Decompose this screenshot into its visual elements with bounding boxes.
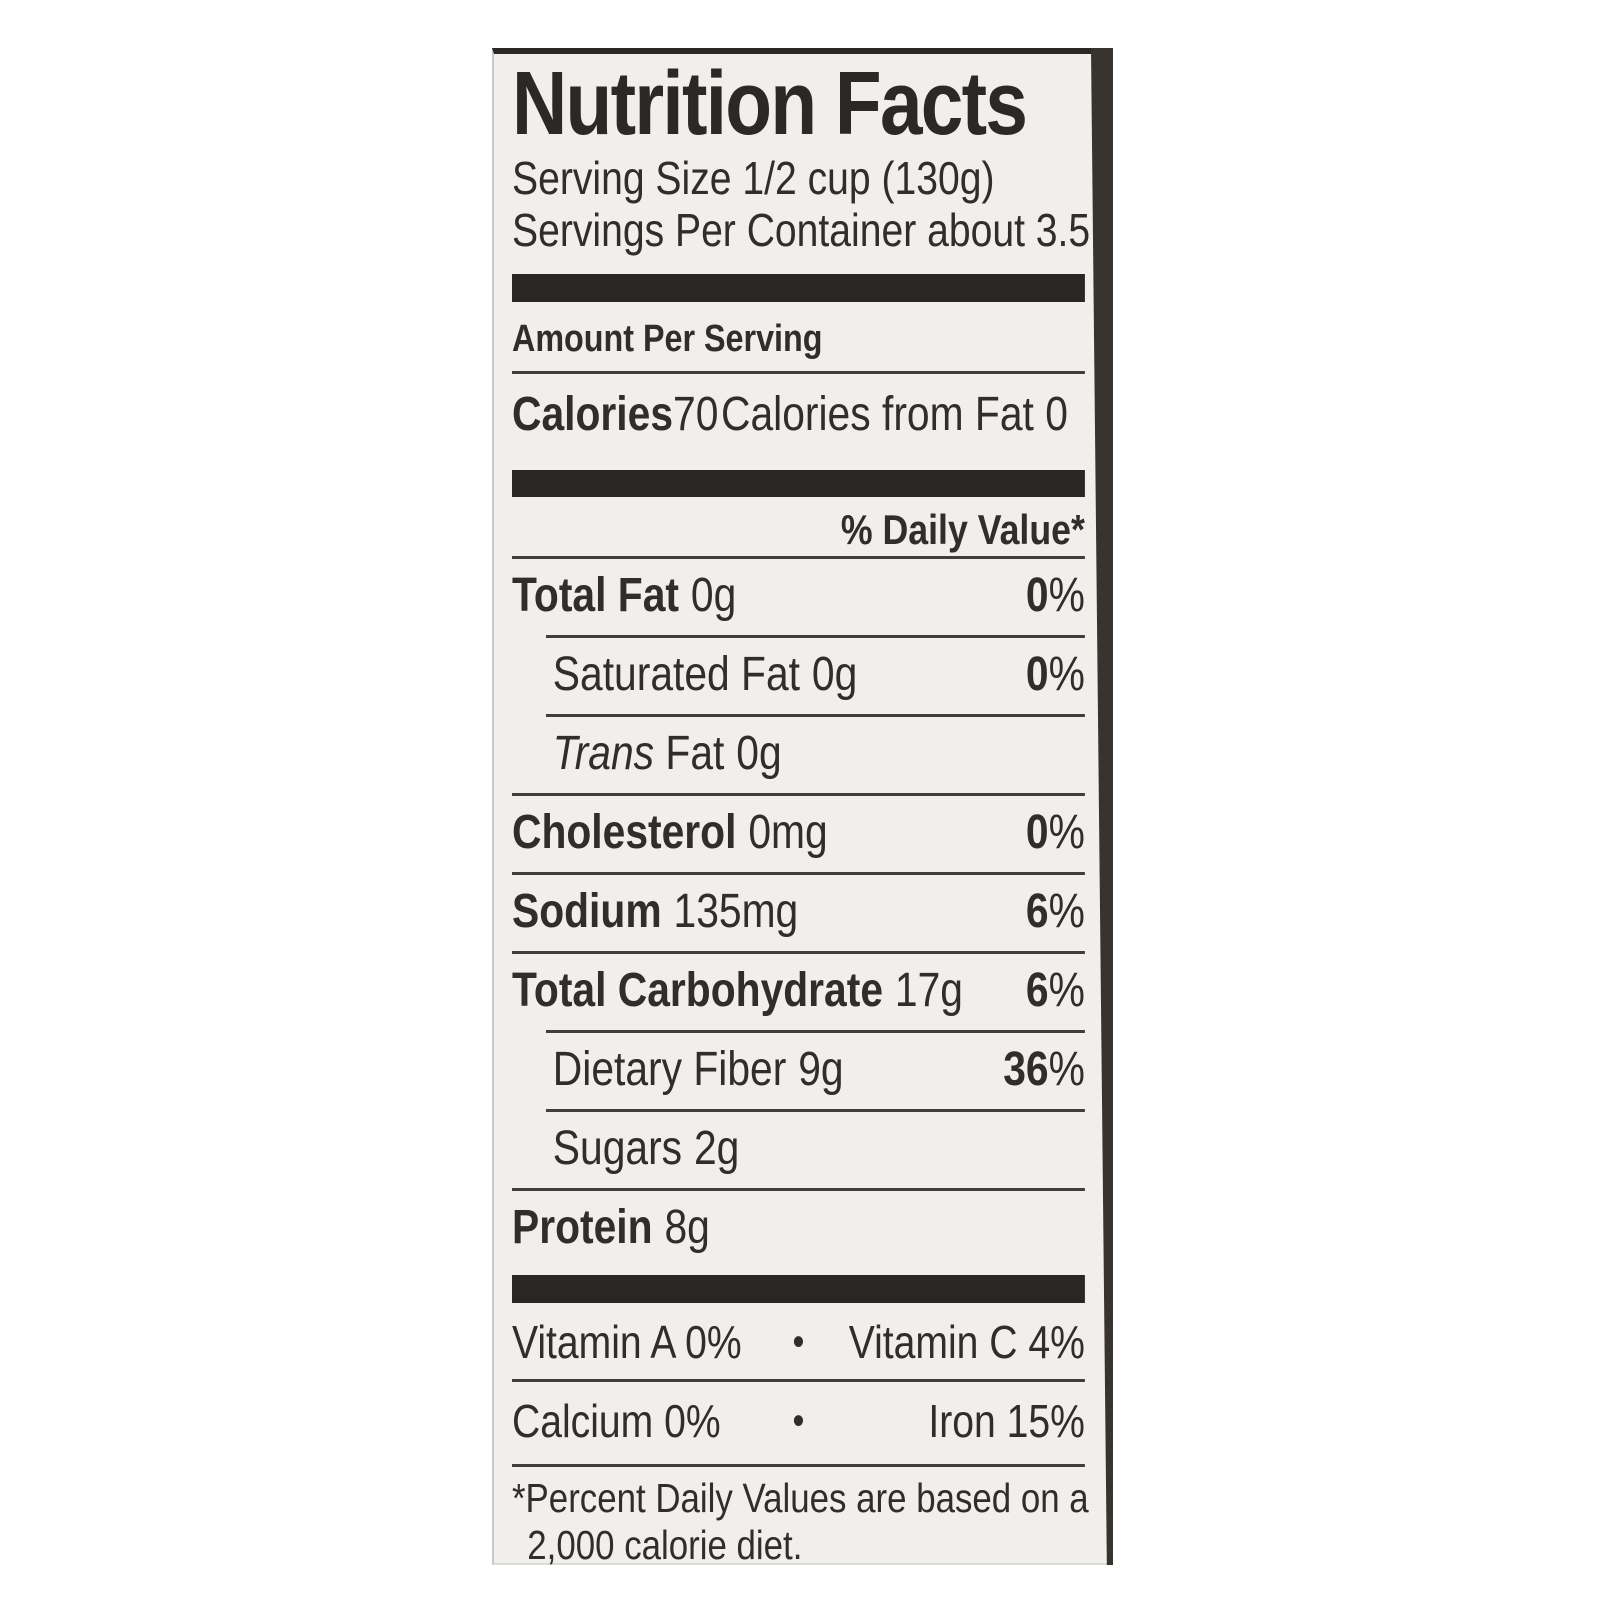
nutrient-row-protein bbox=[512, 1191, 1085, 1267]
footnote-line-1: *Percent Daily Values are based on a bbox=[512, 1475, 1089, 1521]
nutrient-name: Total Carbohydrate bbox=[512, 964, 884, 1017]
micronutrient-row-minerals bbox=[512, 1382, 1085, 1458]
micronutrient-right: Iron 15% bbox=[928, 1395, 1085, 1447]
bullet-separator: • bbox=[792, 1320, 805, 1364]
daily-value-percent: 6% bbox=[1025, 964, 1085, 1017]
nutrient-amount: 0mg bbox=[748, 806, 828, 859]
nutrient-row-sodium bbox=[512, 875, 1085, 951]
daily-value-percent: 0% bbox=[1025, 569, 1085, 622]
nutrient-cell bbox=[512, 571, 736, 621]
percent-sign: % bbox=[1048, 806, 1085, 859]
separator-bar-top bbox=[512, 274, 1085, 302]
nutrient-cell bbox=[512, 650, 857, 700]
nutrient-cell bbox=[512, 808, 828, 858]
bullet-separator: • bbox=[792, 1399, 805, 1443]
nutrient-name: Dietary Fiber bbox=[552, 1043, 787, 1096]
nutrient-amount: 135mg bbox=[673, 885, 799, 938]
nutrient-name: Sodium bbox=[512, 885, 662, 938]
serving-size-line: Serving Size 1/2 cup (130g) bbox=[512, 152, 995, 204]
micronutrient-left: Vitamin A 0% bbox=[512, 1316, 742, 1368]
percent-sign: % bbox=[1048, 648, 1085, 701]
nutrient-name: Sugars bbox=[552, 1122, 683, 1175]
calories-label: Calories bbox=[512, 388, 674, 441]
calories-cell bbox=[512, 390, 718, 440]
footnote bbox=[512, 1475, 1089, 1569]
daily-value-percent: 6% bbox=[1025, 885, 1085, 938]
servings-per-container-line: Servings Per Container about 3.5 bbox=[512, 204, 1091, 256]
nutrient-amount: 17g bbox=[894, 964, 964, 1017]
rule bbox=[512, 371, 1085, 374]
nutrient-name: Protein bbox=[512, 1201, 653, 1254]
nutrient-cell bbox=[512, 1203, 710, 1253]
micronutrient-left: Calcium 0% bbox=[512, 1395, 721, 1447]
daily-value-header: % Daily Value* bbox=[840, 506, 1085, 553]
percent-sign: % bbox=[1048, 1043, 1085, 1096]
separator-bar-mid bbox=[512, 470, 1085, 497]
amount-per-serving-heading: Amount Per Serving bbox=[512, 318, 823, 360]
nutrient-amount: 0g bbox=[811, 648, 858, 701]
nutrient-row-saturated-fat bbox=[512, 638, 1085, 714]
label-content bbox=[512, 54, 1091, 1569]
nutrient-amount: 8g bbox=[664, 1201, 710, 1254]
percent-sign: % bbox=[1048, 569, 1085, 622]
daily-value-percent: 0% bbox=[1025, 806, 1085, 859]
nutrient-name-italic: Trans bbox=[552, 727, 655, 780]
nutrient-row-dietary-fiber bbox=[512, 1033, 1085, 1109]
daily-value-percent: 36% bbox=[1003, 1043, 1085, 1096]
nutrient-name: Cholesterol bbox=[512, 806, 737, 859]
daily-value-percent: 0% bbox=[1025, 648, 1085, 701]
nutrient-row-total-carbohydrate bbox=[512, 954, 1085, 1030]
nutrient-cell bbox=[512, 887, 798, 937]
nutrient-row-cholesterol bbox=[512, 796, 1085, 872]
calories-value: 70 bbox=[673, 388, 719, 441]
nutrient-row-trans-fat bbox=[512, 717, 1085, 793]
nutrient-amount: 2g bbox=[693, 1122, 740, 1175]
nutrient-amount: 0g bbox=[690, 569, 737, 622]
nutrient-amount: 9g bbox=[798, 1043, 844, 1096]
nutrition-facts-label bbox=[492, 48, 1113, 1568]
nutrient-amount: 0g bbox=[736, 727, 782, 780]
nutrient-name: Fat bbox=[665, 727, 725, 780]
footnote-line-2: 2,000 calorie diet. bbox=[527, 1522, 803, 1568]
separator-bar-bottom bbox=[512, 1275, 1085, 1303]
nutrient-cell bbox=[512, 966, 963, 1016]
nutrient-row-sugars bbox=[512, 1112, 1085, 1188]
nutrient-name: Saturated Fat bbox=[552, 648, 801, 701]
nutrient-cell bbox=[512, 1124, 739, 1174]
micronutrient-row-vitamins bbox=[512, 1303, 1085, 1379]
nutrient-cell bbox=[512, 729, 782, 779]
nutrient-row-total-fat bbox=[512, 559, 1085, 635]
calories-row bbox=[512, 380, 1085, 452]
percent-sign: % bbox=[1048, 885, 1085, 938]
micronutrient-right: Vitamin C 4% bbox=[848, 1316, 1085, 1368]
nutrient-cell bbox=[512, 1045, 844, 1095]
rule bbox=[512, 1464, 1085, 1467]
percent-sign: % bbox=[1048, 964, 1085, 1017]
calories-from-fat: Calories from Fat 0 bbox=[720, 388, 1068, 441]
nutrient-name: Total Fat bbox=[512, 569, 679, 622]
label-right-edge-shadow bbox=[1091, 48, 1113, 1565]
label-title: Nutrition Facts bbox=[512, 54, 1027, 154]
